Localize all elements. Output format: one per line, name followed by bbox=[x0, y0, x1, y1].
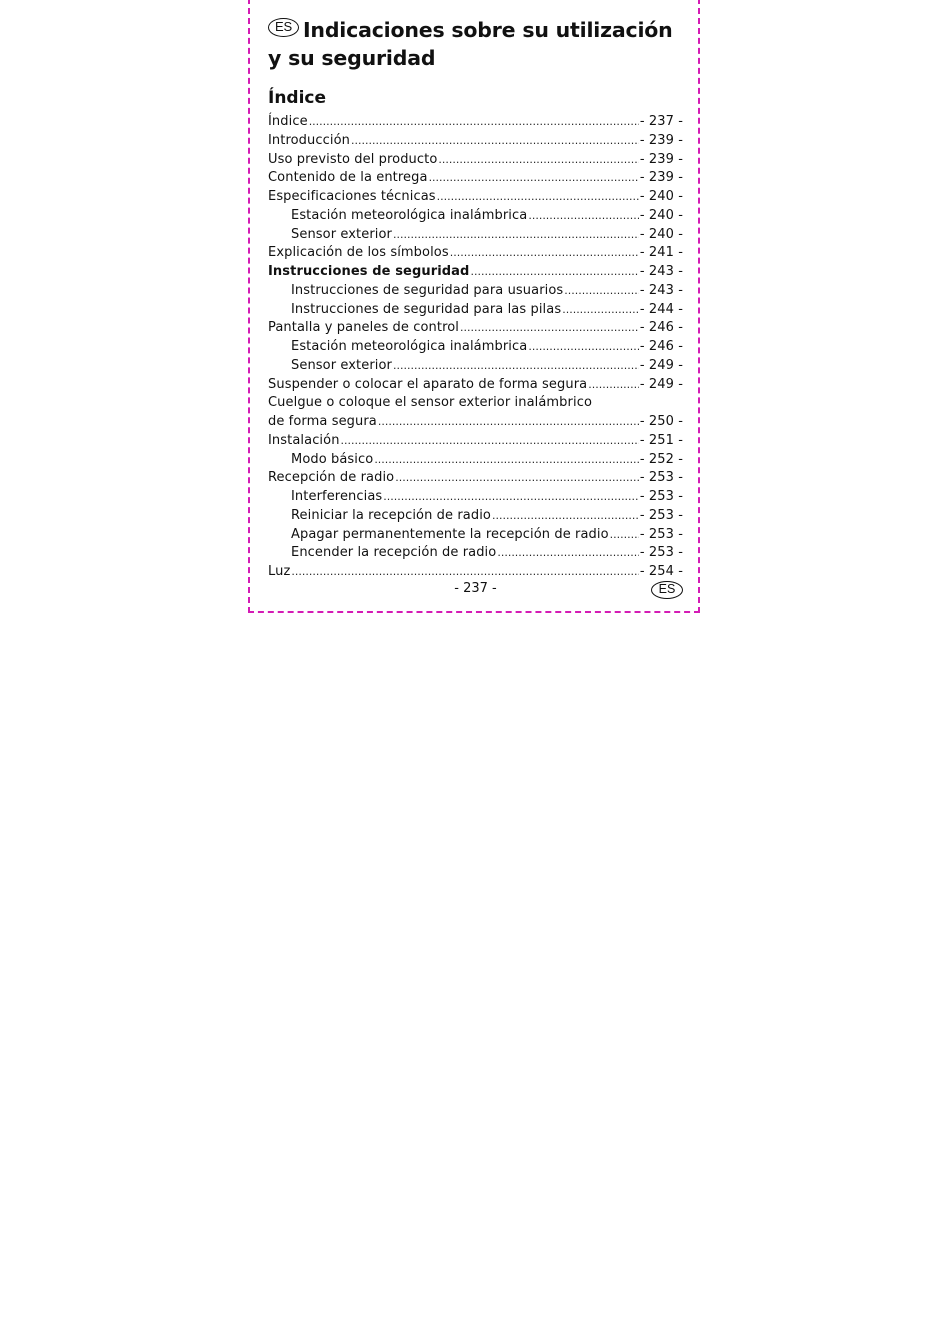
toc-entry-label: Instalación bbox=[268, 432, 340, 448]
dot-leader bbox=[374, 451, 639, 470]
toc-entry-uso-previsto[interactable] bbox=[268, 151, 683, 170]
page-title-text: Indicaciones sobre su utilización y su seguridad bbox=[268, 18, 673, 70]
toc-entry-label: Interferencias bbox=[291, 489, 383, 504]
dot-leader bbox=[492, 507, 639, 526]
toc-entry-instalacion[interactable] bbox=[268, 432, 683, 451]
toc-entry-page: - 249 - bbox=[639, 357, 683, 373]
dot-leader bbox=[341, 432, 639, 451]
toc-entry-label: Sensor exterior bbox=[291, 226, 393, 242]
dot-leader bbox=[393, 226, 639, 245]
toc-entry-label: Modo básico bbox=[291, 451, 374, 467]
toc-entry-page: - 254 - bbox=[639, 564, 683, 579]
toc-entry-page: - 240 - bbox=[639, 207, 683, 223]
toc-entry-especificaciones[interactable] bbox=[268, 188, 683, 207]
dot-leader bbox=[450, 244, 639, 263]
toc-entry-cuelgue-sensor-continued[interactable] bbox=[268, 413, 683, 432]
toc-entry-label: Uso previsto del producto bbox=[268, 151, 438, 167]
language-badge-es: ES bbox=[268, 18, 299, 37]
toc-entry-page: - 252 - bbox=[639, 451, 683, 467]
table-of-contents bbox=[268, 113, 683, 582]
toc-entry-label: Estación meteorológica inalámbrica bbox=[291, 339, 528, 354]
toc-entry-page: - 253 - bbox=[639, 545, 683, 561]
toc-entry-page: - 244 - bbox=[639, 301, 683, 317]
toc-entry-page: - 240 - bbox=[639, 189, 683, 204]
toc-entry-encender-recepcion[interactable] bbox=[268, 544, 683, 563]
toc-heading: Índice bbox=[268, 88, 327, 108]
dot-leader bbox=[470, 263, 638, 282]
toc-entry-label: de forma segura bbox=[268, 414, 377, 429]
dot-leader bbox=[429, 169, 639, 188]
page-content bbox=[268, 16, 683, 582]
toc-entry-contenido-entrega[interactable] bbox=[268, 169, 683, 188]
toc-entry-page: - 243 - bbox=[639, 264, 683, 279]
toc-entry-label: Apagar permanentemente la recepción de radio bbox=[291, 526, 609, 542]
page-title bbox=[268, 16, 683, 72]
toc-entry-page: - 249 - bbox=[639, 376, 683, 392]
toc-entry-recepcion-radio[interactable] bbox=[268, 469, 683, 488]
toc-entry-page: - 240 - bbox=[639, 226, 683, 242]
manual-page bbox=[248, 0, 700, 613]
toc-entry-label: Introducción bbox=[268, 132, 350, 148]
toc-entry-modo-basico[interactable] bbox=[268, 451, 683, 470]
toc-entry-pantalla-paneles[interactable] bbox=[268, 319, 683, 338]
toc-entry-reiniciar-recepcion[interactable] bbox=[268, 507, 683, 526]
dot-leader bbox=[610, 526, 639, 545]
dot-leader bbox=[528, 207, 639, 226]
toc-entry-page: - 246 - bbox=[639, 320, 683, 336]
toc-entry-page: - 253 - bbox=[639, 470, 683, 486]
toc-entry-seguridad-usuarios[interactable] bbox=[268, 282, 683, 301]
toc-entry-page: - 243 - bbox=[639, 282, 683, 298]
language-badge-es: ES bbox=[651, 581, 683, 599]
toc-entry-estacion-pantalla[interactable] bbox=[268, 338, 683, 357]
toc-entry-introduccion[interactable] bbox=[268, 132, 683, 151]
toc-entry-label: Pantalla y paneles de control bbox=[268, 320, 459, 336]
toc-entry-label: Explicación de los símbolos bbox=[268, 245, 449, 261]
page-footer bbox=[268, 579, 683, 601]
dot-leader bbox=[378, 413, 639, 432]
toc-entry-instrucciones-seguridad[interactable] bbox=[268, 263, 683, 282]
toc-entry-page: - 237 - bbox=[639, 114, 683, 129]
toc-entry-page: - 251 - bbox=[639, 432, 683, 448]
dot-leader bbox=[528, 338, 639, 357]
toc-entry-suspender-aparato[interactable] bbox=[268, 376, 683, 395]
toc-entry-page: - 253 - bbox=[639, 489, 683, 504]
toc-entry-label: Instrucciones de seguridad para las pilas bbox=[291, 301, 562, 317]
toc-entry-page: - 241 - bbox=[639, 245, 683, 261]
toc-entry-sensor-pantalla[interactable] bbox=[268, 357, 683, 376]
toc-entry-page: - 239 - bbox=[639, 170, 683, 186]
toc-entry-label: Estación meteorológica inalámbrica bbox=[291, 207, 528, 223]
dot-leader bbox=[395, 469, 639, 488]
toc-entry-simbolos[interactable] bbox=[268, 244, 683, 263]
dot-leader bbox=[309, 113, 639, 132]
dot-leader bbox=[351, 132, 639, 151]
toc-entry-page: - 246 - bbox=[639, 339, 683, 354]
dot-leader bbox=[393, 357, 639, 376]
dot-leader bbox=[383, 488, 639, 507]
toc-entry-label: Reiniciar la recepción de radio bbox=[291, 507, 491, 523]
dot-leader bbox=[588, 376, 639, 395]
toc-entry-interferencias[interactable] bbox=[268, 488, 683, 507]
toc-entry-page: - 253 - bbox=[639, 526, 683, 542]
dot-leader bbox=[437, 188, 639, 207]
toc-entry-apagar-recepcion[interactable] bbox=[268, 526, 683, 545]
toc-entry-label: Encender la recepción de radio bbox=[291, 545, 497, 561]
toc-entry-page: - 253 - bbox=[639, 507, 683, 523]
toc-entry-label: Instrucciones de seguridad bbox=[268, 264, 470, 279]
dot-leader bbox=[497, 544, 639, 563]
toc-entry-sensor-especificaciones[interactable] bbox=[268, 226, 683, 245]
toc-entry-page: - 239 - bbox=[639, 151, 683, 167]
dot-leader bbox=[564, 282, 639, 301]
toc-entry-label: Especificaciones técnicas bbox=[268, 189, 436, 204]
page-number: - 237 - bbox=[454, 581, 497, 596]
toc-entry-estacion-especificaciones[interactable] bbox=[268, 207, 683, 226]
toc-entry-label: Luz bbox=[268, 564, 291, 579]
toc-entry-cuelgue-sensor[interactable] bbox=[268, 394, 683, 413]
toc-entry-label: Cuelgue o coloque el sensor exterior inalámbrico bbox=[268, 395, 592, 411]
toc-entry-label: Sensor exterior bbox=[291, 357, 393, 373]
toc-entry-indice[interactable] bbox=[268, 113, 683, 132]
toc-entry-page: - 239 - bbox=[639, 132, 683, 148]
toc-entry-label: Contenido de la entrega bbox=[268, 170, 428, 186]
toc-entry-seguridad-pilas[interactable] bbox=[268, 301, 683, 320]
toc-entry-label: Recepción de radio bbox=[268, 470, 395, 486]
dot-leader bbox=[438, 151, 638, 170]
dot-leader bbox=[460, 319, 639, 338]
toc-entry-page: - 250 - bbox=[639, 414, 683, 429]
dot-leader bbox=[562, 301, 639, 320]
toc-entry-label: Instrucciones de seguridad para usuarios bbox=[291, 282, 564, 298]
toc-entry-label: Suspender o colocar el aparato de forma segura bbox=[268, 376, 588, 392]
toc-entry-label: Índice bbox=[268, 114, 308, 129]
